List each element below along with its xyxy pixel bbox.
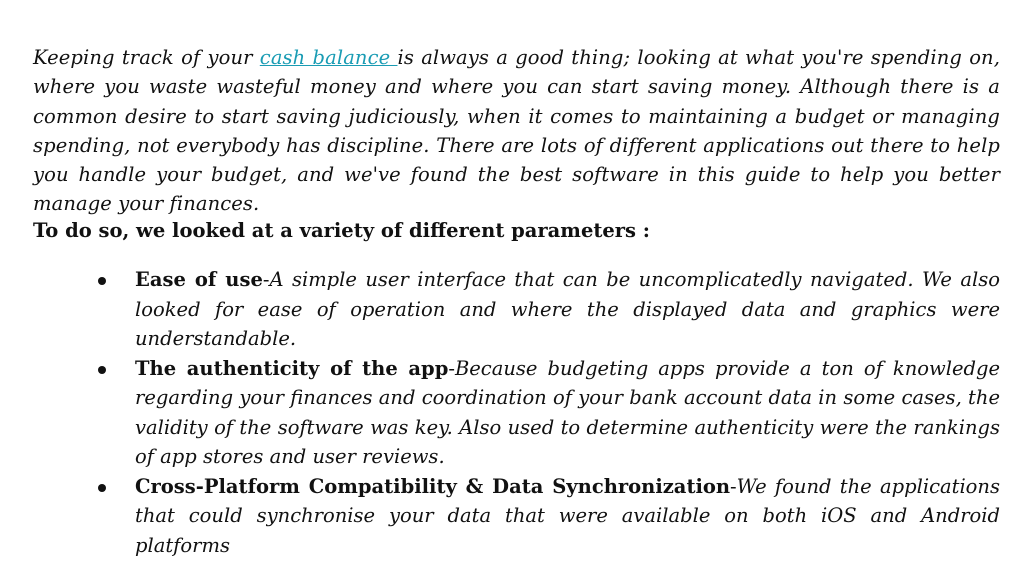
parameter-separator: - (262, 268, 270, 291)
parameter-term: Cross-Platform Compatibility & Data Synchronization (135, 474, 731, 498)
list-item (95, 265, 1000, 354)
parameter-description: Because budgeting apps provide a ton of knowledge regarding your finances and coordination of your bank account data in some cases, the validity of the software was key. Also used to determine authenticity were the rankings of app stores and user reviews. (135, 356, 1000, 468)
intro-paragraph (33, 43, 1000, 219)
parameter-term: The authenticity of the app (135, 356, 449, 380)
list-item (95, 472, 1000, 561)
parameter-description: We found the applications that could synchronise your data that were available on both iOS and Android platforms (135, 474, 1000, 557)
cash-balance-link[interactable]: cash balance (259, 46, 398, 69)
bullet-icon (98, 366, 106, 374)
parameters-list (95, 265, 1000, 560)
parameter-term: Ease of use (135, 268, 263, 291)
bullet-icon (98, 484, 106, 492)
intro-text-rest: is always a good thing; looking at what you're spending on, where you waste wasteful money and where you can start saving money. Although there is a common desire to start saving judiciously, when it comes to maintaining a budget or managing spending, not everybody has discipline. There are lots of different applications out there to help you handle your budget, and we've found the best software in this guide to help you better manage your finances. (33, 46, 1000, 216)
bullet-icon (98, 277, 106, 285)
parameter-separator: - (730, 474, 737, 498)
parameters-heading: To do so, we looked at a variety of different parameters : (33, 219, 651, 242)
intro-text-start: Keeping track of your (33, 46, 260, 69)
parameter-separator: - (448, 356, 455, 380)
parameter-description: A simple user interface that can be uncomplicatedly navigated. We also looked for ease of operation and where the displayed data and graphics were understandable. (135, 268, 1000, 350)
list-item (95, 354, 1000, 472)
